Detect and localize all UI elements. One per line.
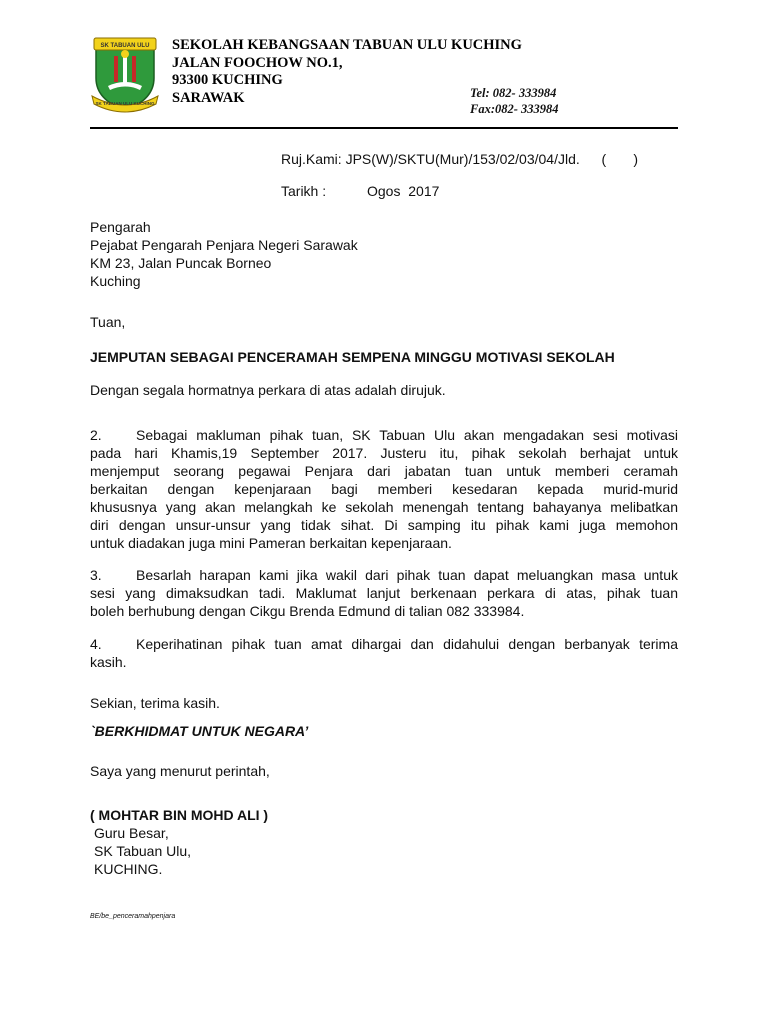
date-value: Ogos 2017 xyxy=(367,183,440,199)
recipient-line: Pejabat Pengarah Penjara Negeri Sarawak xyxy=(90,237,358,253)
paragraph-line: diri dengan unsur-unsur yang tidak sihat. Di samping itu pihak kami juga memohon xyxy=(90,517,678,533)
paragraph-2 xyxy=(90,426,678,552)
signatory-name: ( MOHTAR BIN MOHD ALI ) xyxy=(90,807,269,823)
address-line-2: 93300 KUCHING xyxy=(172,72,283,88)
address-line-1: JALAN FOOCHOW NO.1, xyxy=(172,54,343,71)
paragraph-line: pada hari Khamis,19 September 2017. Justeru itu, pihak sekolah berhajat untuk xyxy=(90,445,678,461)
paragraph-line: boleh berhubung dengan Cikgu Brenda Edmund di talian 082 333984. xyxy=(90,603,525,619)
paragraph-number: 3. xyxy=(90,567,102,583)
paragraph-number: 2. xyxy=(90,427,102,443)
recipient-line: KM 23, Jalan Puncak Borneo xyxy=(90,255,272,271)
paragraph-line: Besarlah harapan kami jika wakil dari pihak tuan dapat meluangkan masa untuk xyxy=(136,567,678,583)
reference-line xyxy=(281,150,638,168)
subject-heading: JEMPUTAN SEBAGAI PENCERAMAH SEMPENA MINGGU MOTIVASI SEKOLAH xyxy=(90,349,615,365)
signatory-title xyxy=(94,824,191,878)
paragraph-line: khususnya yang akan melangkah ke sekolah menengah tentang bahayanya melibatkan xyxy=(90,499,678,515)
footer-reference: BE/be_penceramahpenjara xyxy=(90,913,176,920)
logo-motto-text: SK TABUAN ULU KUCHING xyxy=(95,101,155,106)
paragraph-3 xyxy=(90,566,678,620)
header-divider xyxy=(90,127,678,129)
paragraph-number: 4. xyxy=(90,636,102,652)
fax-number: Fax:082- 333984 xyxy=(470,102,559,116)
school-name: SEKOLAH KEBANGSAAN TABUAN ULU KUCHING xyxy=(172,37,522,53)
recipient-line: Pengarah xyxy=(90,219,151,235)
paragraph-line: menjemput seorang pegawai Penjara dari jabatan tuan untuk memberi ceramah xyxy=(90,463,678,479)
closing-line: Sekian, terima kasih. xyxy=(90,695,220,711)
address-line-3: SARAWAK xyxy=(172,89,245,106)
school-logo xyxy=(90,34,160,114)
sign-off: Saya yang menurut perintah, xyxy=(90,763,270,779)
paragraph-4 xyxy=(90,635,678,671)
date-label: Tarikh : xyxy=(281,183,327,199)
paragraph-line: berkaitan dengan kepenjaraan bagi memberi kesedaran kepada murid-murid xyxy=(90,481,678,497)
contact-block xyxy=(470,85,559,117)
signatory-title-line: SK Tabuan Ulu, xyxy=(94,843,192,859)
opening-line: Dengan segala hormatnya perkara di atas adalah dirujuk. xyxy=(90,382,446,398)
paragraph-line: sesi yang dimaksudkan tadi. Maklumat lanjut berkenaan perkara di atas, pihak tuan xyxy=(90,585,678,601)
paragraph-line: Keperihatinan pihak tuan amat dihargai dan didahului dengan berbanyak terima xyxy=(136,636,678,652)
paragraph-line: untuk diadakan juga mini Pameran berkaitan kepenjaraan. xyxy=(90,535,452,551)
logo-banner-text: SK TABUAN ULU xyxy=(100,43,150,49)
recipient-line: Kuching xyxy=(90,273,141,289)
paragraph-line: kasih. xyxy=(90,654,127,670)
reference-bracket: ( ) xyxy=(601,151,639,167)
reference-label: Ruj.Kami: xyxy=(281,151,342,167)
paragraph-line: Sebagai makluman pihak tuan, SK Tabuan Ulu akan mengadakan sesi motivasi xyxy=(136,427,678,443)
signatory-title-line: Guru Besar, xyxy=(94,825,169,841)
recipient-address xyxy=(90,218,358,290)
salutation: Tuan, xyxy=(90,314,126,330)
reference-value: JPS(W)/SKTU(Mur)/153/02/03/04/Jld. xyxy=(345,151,580,167)
signatory-title-line: KUCHING. xyxy=(94,861,163,877)
tel-number: Tel: 082- 333984 xyxy=(470,86,557,100)
date-line xyxy=(281,182,439,200)
motto: `BERKHIDMAT UNTUK NEGARA’ xyxy=(90,723,309,739)
